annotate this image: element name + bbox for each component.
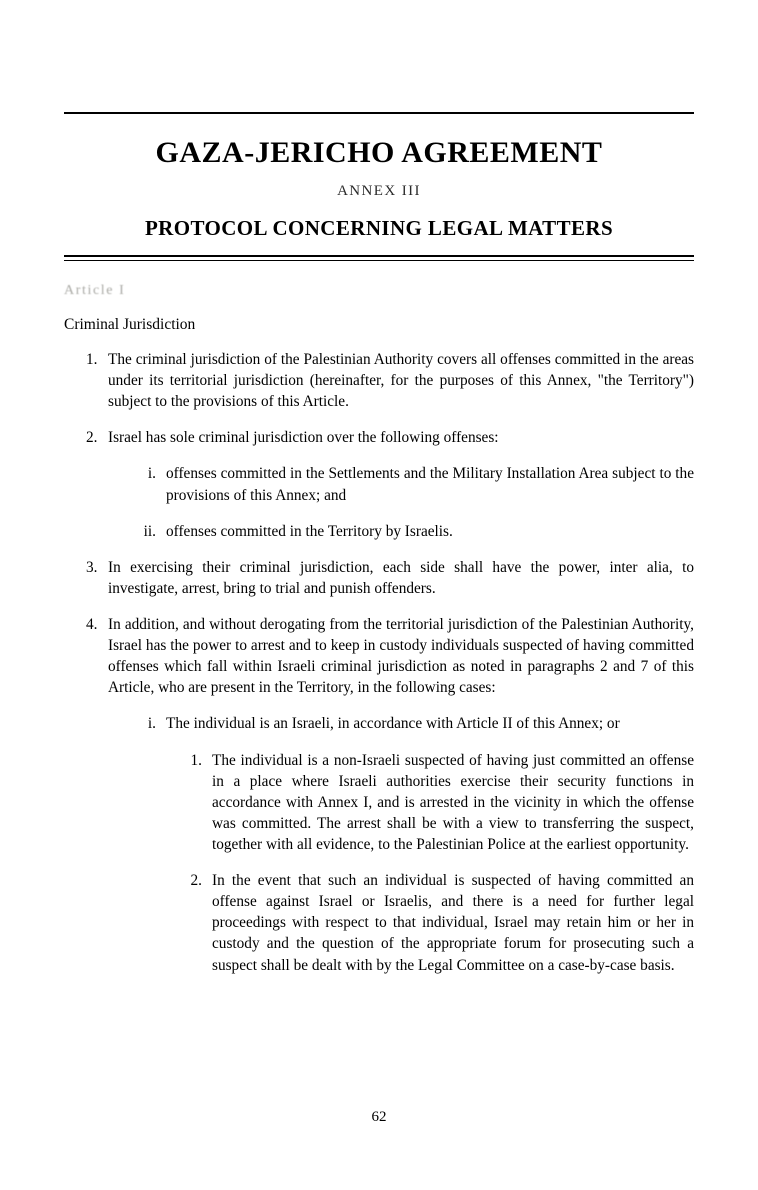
clause-item (64, 463, 694, 505)
clause-text: In exercising their criminal jurisdiction, each side shall have the power, inter alia, to investigate, arrest, bring to trial and punish offenders. (108, 558, 694, 597)
clause-item (64, 870, 694, 976)
clause-text: The individual is a non-Israeli suspected of having just committed an offense in a place where Israeli authorities exercise their security functions in accordance with Annex I, and is arrested in the vicinity in which the offense was committed. The arrest shall be with a view to transferring the suspect, together with all evidence, to the Palestinian Police at the earliest opportunity. (212, 751, 694, 853)
clause-marker: 3. (86, 558, 98, 576)
article-heading: Article I (64, 283, 126, 298)
clause-item (64, 521, 694, 542)
annex-label: ANNEX III (337, 183, 421, 199)
document-page (0, 112, 758, 1190)
clause-text: The individual is an Israeli, in accordance with Article II of this Annex; or (166, 715, 620, 733)
clause-text: offenses committed in the Territory by Israelis. (166, 522, 453, 540)
clause-item (64, 713, 694, 734)
clause-marker: ii. (143, 522, 156, 540)
clause-text: In addition, and without derogating from the territorial jurisdiction of the Palestinian Authority, Israel has the power to arrest and to keep in custody individuals suspected of having committed offenses which fall within Israeli criminal jurisdiction as noted in paragraphs 2 and 7 of this Article, who are present in the Territory, in the following cases: (108, 615, 694, 697)
clause-text: offenses committed in the Settlements and the Military Installation Area subject to the provisions of this Annex; and (166, 465, 694, 504)
clause-item (64, 427, 694, 448)
clause-item (64, 750, 694, 856)
clause-marker: 2. (190, 872, 202, 890)
document-body (64, 349, 694, 976)
header-rule-bottom-thin (64, 260, 694, 261)
clause-marker: i. (147, 715, 156, 733)
clause-marker: i. (147, 465, 156, 483)
page-number: 62 (371, 1109, 387, 1125)
document-subtitle: PROTOCOL CONCERNING LEGAL MATTERS (144, 216, 614, 240)
clause-item (64, 557, 694, 599)
clause-marker: 4. (86, 615, 98, 633)
clause-text: In the event that such an individual is suspected of having committed an offense against Israel or Israelis, and there is a need for further legal proceedings with respect to that individual, Israel may retain him or her in custody and the question of the appropriate forum for prosecuting such a suspect shall be dealt with by the Legal Committee on a case-by-case basis. (212, 872, 694, 974)
clause-item (64, 349, 694, 412)
clause-text: Israel has sole criminal jurisdiction over the following offenses: (108, 429, 499, 447)
title-block (64, 114, 694, 241)
section-label: Criminal Jurisdiction (64, 316, 196, 333)
header-rule-bottom-thick (64, 255, 694, 257)
clause-marker: 1. (190, 751, 202, 769)
clause-marker: 2. (86, 429, 98, 447)
clause-item (64, 614, 694, 698)
clause-marker: 1. (86, 351, 98, 368)
document-title: GAZA-JERICHO AGREEMENT (155, 136, 603, 169)
clause-text: The criminal jurisdiction of the Palestinian Authority covers all offenses committed in the areas under its territorial jurisdiction (hereinafter, for the purposes of this Annex, "the Territory") subject to the provisions of this Article. (108, 351, 694, 411)
